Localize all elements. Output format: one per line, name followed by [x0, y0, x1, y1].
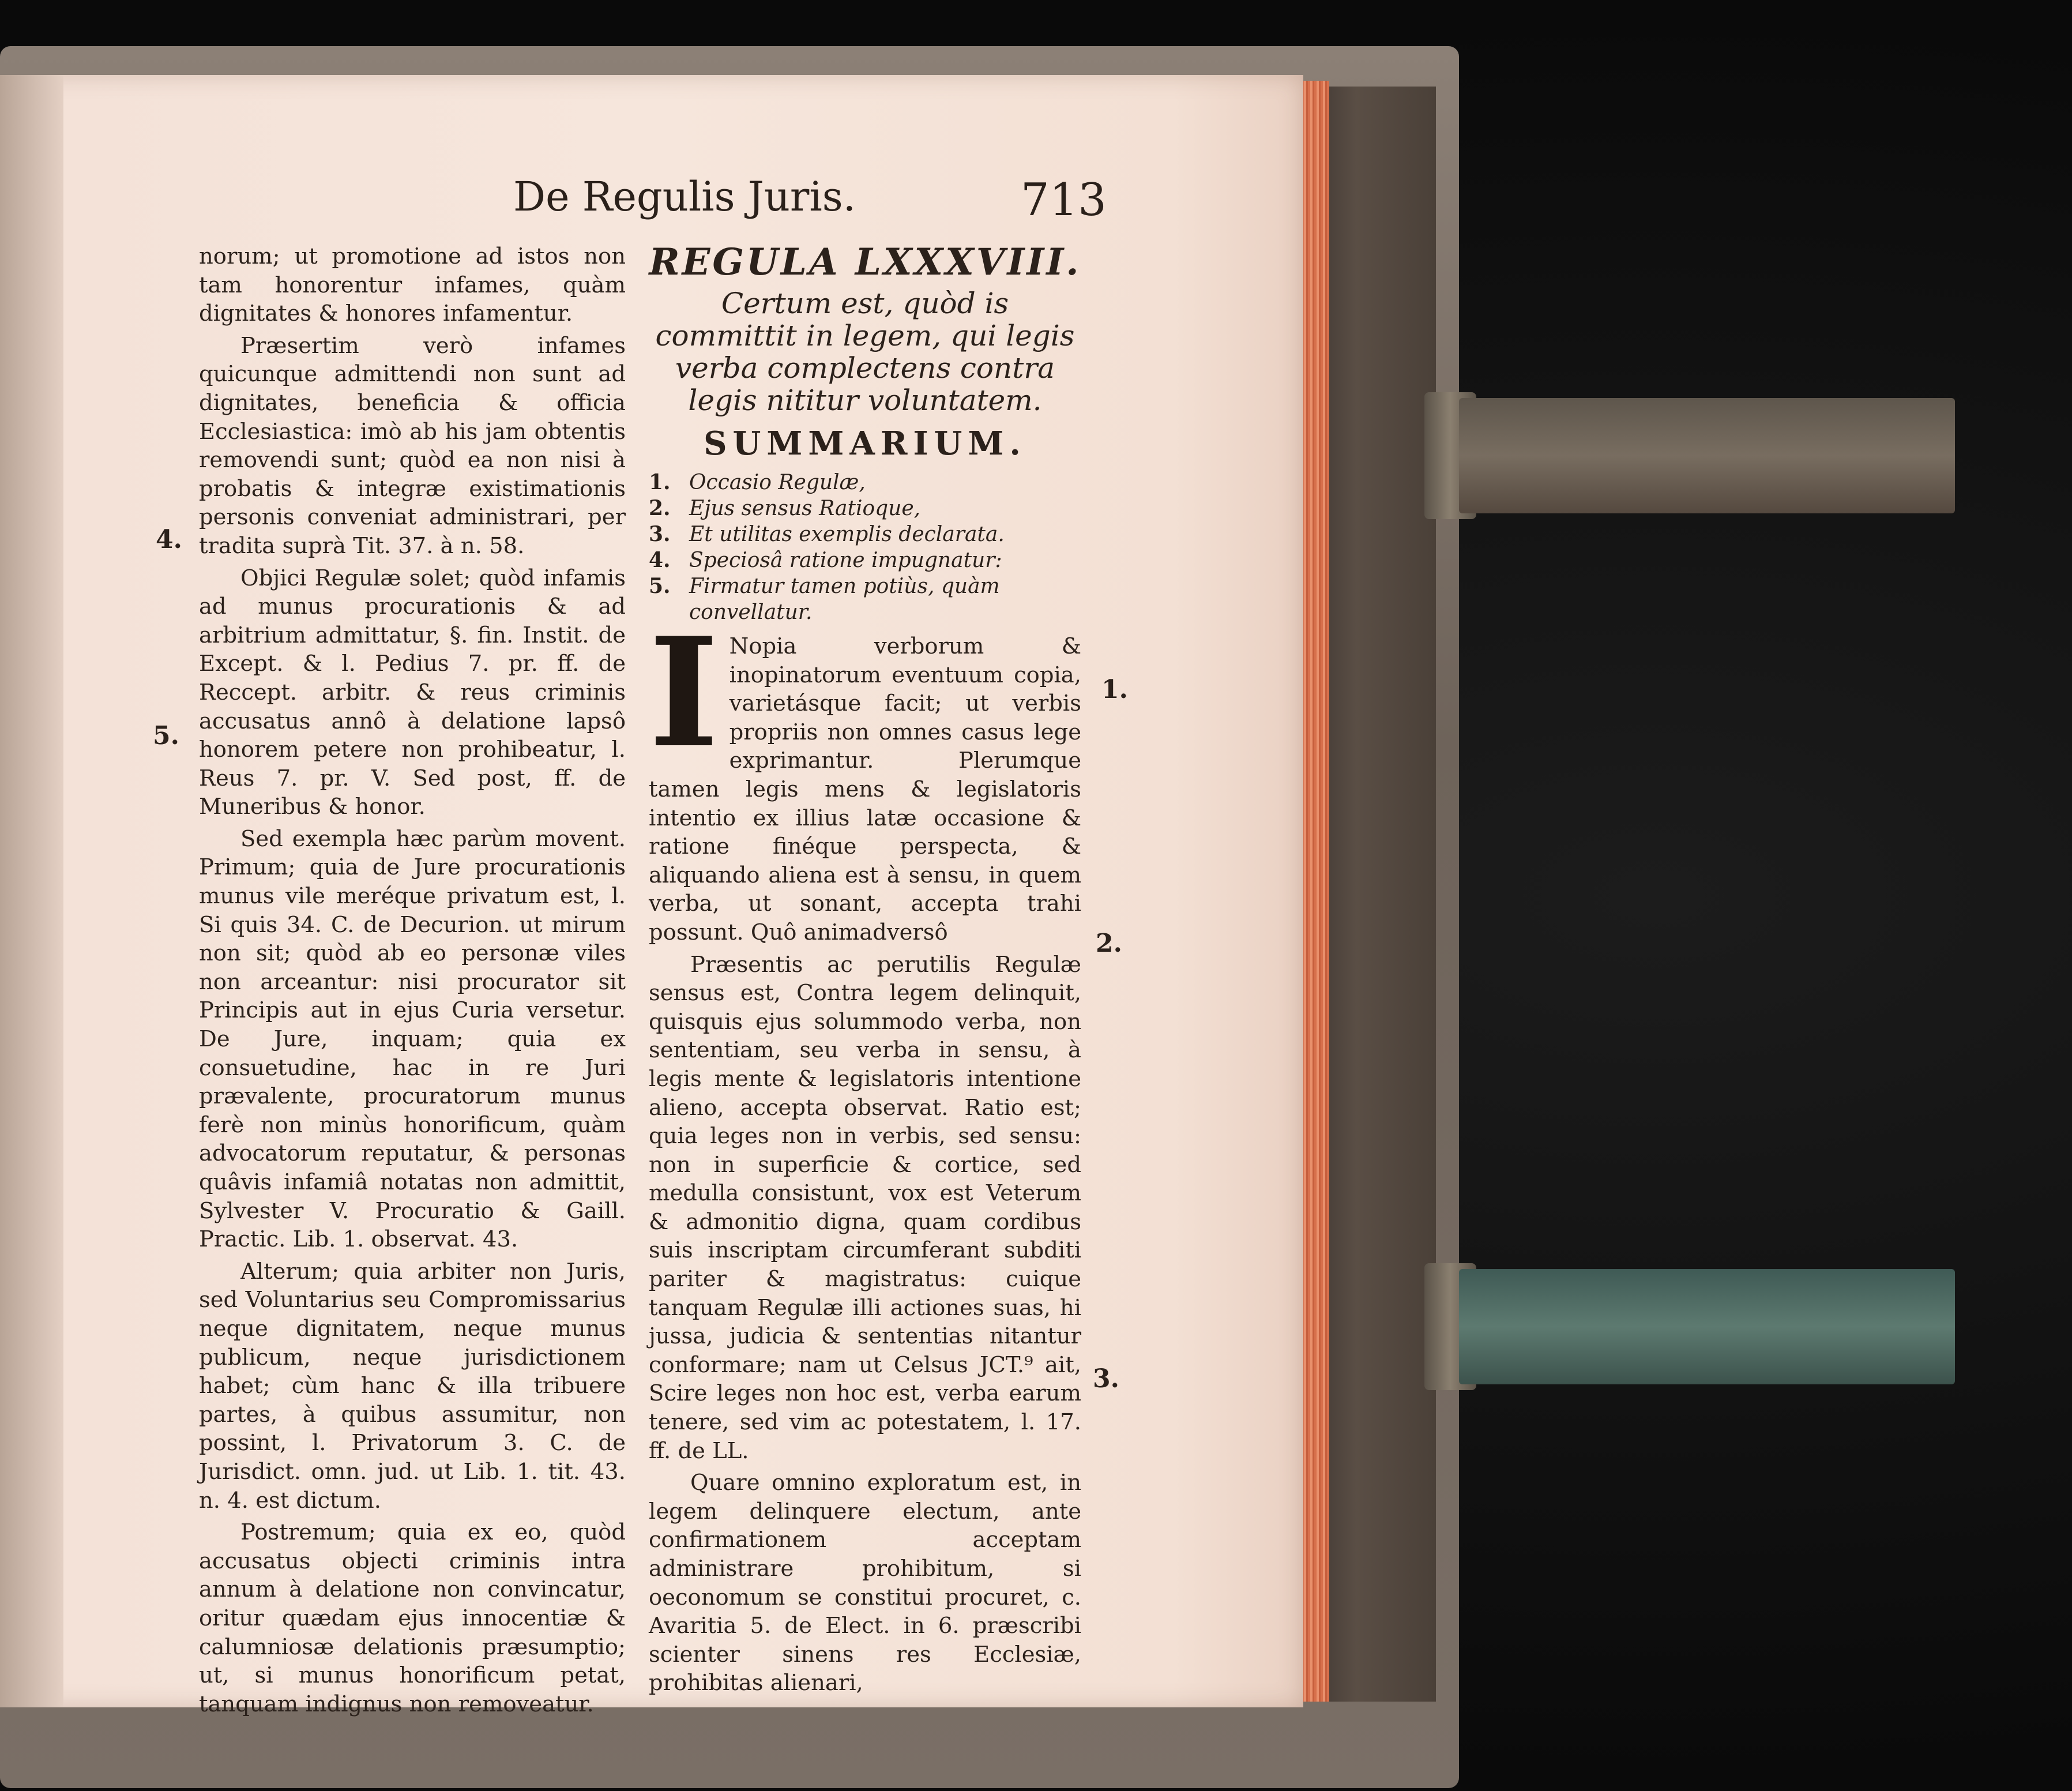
clasp-strap — [1459, 1269, 1955, 1384]
summary-title: SUMMARIUM. — [704, 425, 1026, 463]
margin-number: 5. — [153, 721, 179, 750]
summary-item — [649, 521, 1081, 547]
clasp-strap — [1459, 398, 1955, 513]
summary-item — [649, 470, 1081, 495]
summary-number: 5. — [649, 574, 671, 598]
summary-number: 4. — [649, 548, 671, 572]
page-number: 713 — [1021, 174, 1107, 226]
margin-number: 3. — [1093, 1364, 1119, 1394]
summary-text: Firmatur tamen potiùs, quàm convellatur. — [689, 575, 1000, 624]
page-gutter — [0, 75, 63, 1707]
right-paragraph: Nopia verborum & inopinatorum eventuum copia, varietásque facit; ut verbis propriis non omnes casus lege exprimantur. Plerumque tamen legis mens & legislatoris intentio ex illius latæ occasione & ratione finéque perspecta, & aliquando aliena est à sensu, in quem verba, ut sonant, accepta trahi possunt. Quô animadversô — [649, 633, 1081, 945]
summary-item — [649, 495, 1081, 521]
left-paragraph: norum; ut promotione ad istos non tam honorentur infames, quàm dignitates & honores infamentur. — [199, 243, 626, 327]
left-paragraph: Objici Regulæ solet; quòd infamis ad munus procurationis & ad arbitrium admittatur, §. fin. Instit. de Except. & l. Pedius 7. pr. ff. de Reccept. arbitr. & reus criminis accusatus annô à delatione lapsô honorem petere non prohibeatur, l. Reus 7. pr. V. Sed post, ff. de Muneribus & honor. — [199, 565, 626, 820]
summary-number: 2. — [649, 496, 671, 520]
margin-number: 1. — [1101, 675, 1128, 704]
left-paragraph: Sed exempla hæc parùm movent. Primum; quia de Jure procurationis munus vile meréque privatum est, l. Si quis 34. C. de Decurion. ut mirum non sit; quòd ab eo personæ viles non arceantur: nisi procurator sit Principis aut in ejus Curia versetur. De Jure, inquam; quia ex consuetudine, hac in re Juri prævalente, procuratorum munus ferè non minùs honorificum, quàm advocatorum reputatur, & personas quâvis infamiâ notatas non admittit, Sylvester V. Procuratio & Gaill. Practic. Lib. 1. observat. 43. — [199, 825, 626, 1253]
left-paragraph: Alterum; quia arbiter non Juris, sed Voluntarius seu Compromissarius neque dignitatem, neque munus publicum, neque jurisdictionem habet; cùm hanc & illa tribuere partes, à quibus assumitur, non possint, l. Privatorum 3. C. de Jurisdict. omn. jud. ut Lib. 1. tit. 43. n. 4. est dictum. — [199, 1258, 626, 1514]
rule-statement: Certum est, quòd is committit in legem, qui legis verba complectens contra legis nititur voluntatem. — [655, 287, 1075, 417]
left-column — [199, 242, 626, 1722]
summary-number: 1. — [649, 470, 671, 494]
summary-text: Ejus sensus Ratioque, — [689, 497, 921, 520]
right-paragraph: Præsentis ac perutilis Regulæ sensus est, Contra legem delinquit, quisquis ejus solummodo verba, non sententiam, seu verba in sensu, à legis mente & legislatoris intentione alieno, accepta observat. Ratio est; quia leges non in verbis, sed sensu: non in superficie & cortice, sed medulla consistunt, vox est Veterum & admonitio digna, quam cordibus suis inscriptam circumferant subditi pariter & magistratus: cuique tanquam Regulæ illi actiones suas, hi jussa, judicia & sententias nitantur conformare; nam ut Celsus JCT.⁹ ait, Scire leges non hoc est, verba earum tenere, sed vim ac potestatem, l. 17. ff. de LL. — [649, 951, 1081, 1464]
summary-item — [649, 547, 1081, 573]
summary-number: 3. — [649, 522, 671, 546]
left-paragraph: Postremum; quia ex eo, quòd accusatus objecti criminis intra annum à delatione non convincatur, oritur quædam ejus innocentiæ & calumniosæ delationis præsumptio; ut, si munus honorificum petat, tanquam indignus non removeatur. — [199, 1519, 626, 1717]
margin-number: 2. — [1096, 929, 1122, 958]
rule-title: REGULA LXXXVIII. — [649, 241, 1081, 284]
left-paragraph: Præsertim verò infames quicunque admittendi non sunt ad dignitates, beneficia & officia Ecclesiastica: imò ab his jam obtentis removendi sunt; quòd ea non nisi à probatis & integræ existimationis personis conveniat administrari, per tradita suprà Tit. 37. à n. 58. — [199, 332, 626, 559]
summary-text: Et utilitas exemplis declarata. — [689, 523, 1005, 546]
margin-number: 4. — [156, 525, 182, 554]
right-paragraph: Quare omnino exploratum est, in legem delinquere electum, ante confirmationem acceptam administrare prohibitum, si oeconomum se constitui procuret, c. Avaritia 5. de Elect. in 6. præscribi scienter sinens res Ecclesiæ, prohibitas alienari, — [649, 1470, 1081, 1696]
drop-cap: I — [649, 605, 719, 781]
page-header — [0, 162, 1303, 225]
summary-text: Speciosâ ratione impugnatur: — [689, 549, 1002, 572]
right-column — [649, 242, 1081, 1701]
running-title: De Regulis Juris. — [513, 173, 856, 220]
opening-paragraph — [649, 605, 1081, 947]
summary-text: Occasio Regulæ, — [689, 471, 866, 494]
summary-list — [649, 470, 1081, 625]
